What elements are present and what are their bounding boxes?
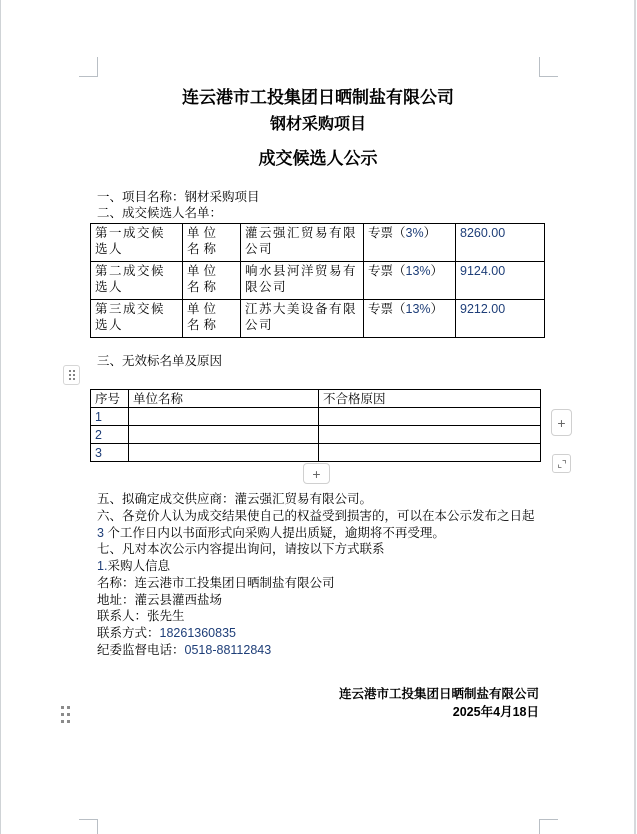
invalid-bids-table [90,389,541,462]
signature-company: 连云港市工投集团日晒制盐有限公司 [338,687,539,701]
table-row [91,224,545,262]
field-label-cell[interactable]: 单位名称 [183,224,241,262]
purchaser-address: 地址：灌云县灌西盐场 [97,592,223,607]
price-cell[interactable]: 9212.00 [456,300,545,338]
field-label-cell[interactable]: 单位名称 [183,300,241,338]
row-number-cell[interactable]: 1 [91,408,129,426]
margin-corner-mark-bottom-right [539,819,558,834]
signature-block [97,686,539,721]
margin-corner-mark-top-right [539,57,558,77]
margin-corner-mark-bottom-left [79,819,98,834]
expand-icon [557,459,567,469]
candidates-table [90,223,545,338]
body-text-block [97,489,549,657]
col-header-reason: 不合格原因 [319,390,541,408]
invoice-type-cell[interactable]: 专票（13%） [364,300,456,338]
paragraph-drag-handle[interactable] [61,706,70,723]
price-cell[interactable]: 9124.00 [456,262,545,300]
reason-cell[interactable] [319,408,541,426]
section-invalid-heading: 三、无效标名单及原因 [97,354,223,368]
section-candidates-heading: 二、成交候选人名单： [97,206,223,220]
table-row [91,444,541,462]
add-column-button[interactable] [551,409,572,436]
section-project-name: 一、项目名称：钢材采购项目 [97,190,260,204]
purchaser-info-heading: 1.采购人信息 [97,559,170,573]
document-title-project: 钢材采购项目 [269,116,366,133]
price-cell[interactable]: 8260.00 [456,224,545,262]
contact-person: 联系人：张先生 [97,609,185,624]
drag-dots-icon [69,370,75,380]
table-drag-handle[interactable] [63,365,80,385]
candidate-rank-cell[interactable]: 第三成交候选人 [91,300,183,338]
row-number-cell[interactable]: 2 [91,426,129,444]
page-left-edge [0,0,1,834]
signature-date: 2025年4月18日 [452,704,539,719]
unit-name-cell[interactable] [129,426,319,444]
company-name-cell[interactable]: 响水县河洋贸易有限公司 [241,262,364,300]
page-right-edge [634,0,636,834]
invoice-type-cell[interactable]: 专票（13%） [364,262,456,300]
contact-phone: 联系方式：18261360835 [97,626,236,640]
table-row [91,426,541,444]
col-header-no: 序号 [91,390,129,408]
paragraph-supplier: 五、拟确定成交供应商：灌云强汇贸易有限公司。 [97,492,373,506]
invoice-type-cell[interactable]: 专票（3%） [364,224,456,262]
plus-icon: + [312,465,321,482]
candidate-rank-cell[interactable]: 第二成交候选人 [91,262,183,300]
document-title-company: 连云港市工投集团日晒制盐有限公司 [182,88,454,107]
col-header-unit-name: 单位名称 [129,390,319,408]
supervision-phone: 纪委监督电话：0518-88112843 [97,642,272,657]
paragraph-objection-1: 六、各竞价人认为成交结果使自己的权益受到损害的，可以在本公示发布之日起 [97,508,535,523]
company-name-cell[interactable]: 江苏大美设备有限公司 [241,300,364,338]
paragraph-objection-2: 3 个工作日内以书面形式向采购人提出质疑，逾期将不再受理。 [97,525,445,540]
unit-name-cell[interactable] [129,444,319,462]
table-row [91,262,545,300]
field-label-cell[interactable]: 单位名称 [183,262,241,300]
reason-cell[interactable] [319,426,541,444]
table-row [91,300,545,338]
table-header-row [91,390,541,408]
plus-icon: + [557,414,566,431]
table-row [91,408,541,426]
company-name-cell[interactable]: 灌云强汇贸易有限公司 [241,224,364,262]
add-row-button[interactable] [303,463,330,484]
candidate-rank-cell[interactable]: 第一成交候选人 [91,224,183,262]
reason-cell[interactable] [319,444,541,462]
row-number-cell[interactable]: 3 [91,444,129,462]
purchaser-name: 名称：连云港市工投集团日晒制盐有限公司 [97,575,335,590]
table-resize-button[interactable] [552,454,571,473]
paragraph-contact-heading: 七、凡对本次公示内容提出询问，请按以下方式联系 [97,542,385,557]
document-title-announcement: 成交候选人公示 [258,149,378,168]
unit-name-cell[interactable] [129,408,319,426]
margin-corner-mark-top-left [79,57,98,77]
